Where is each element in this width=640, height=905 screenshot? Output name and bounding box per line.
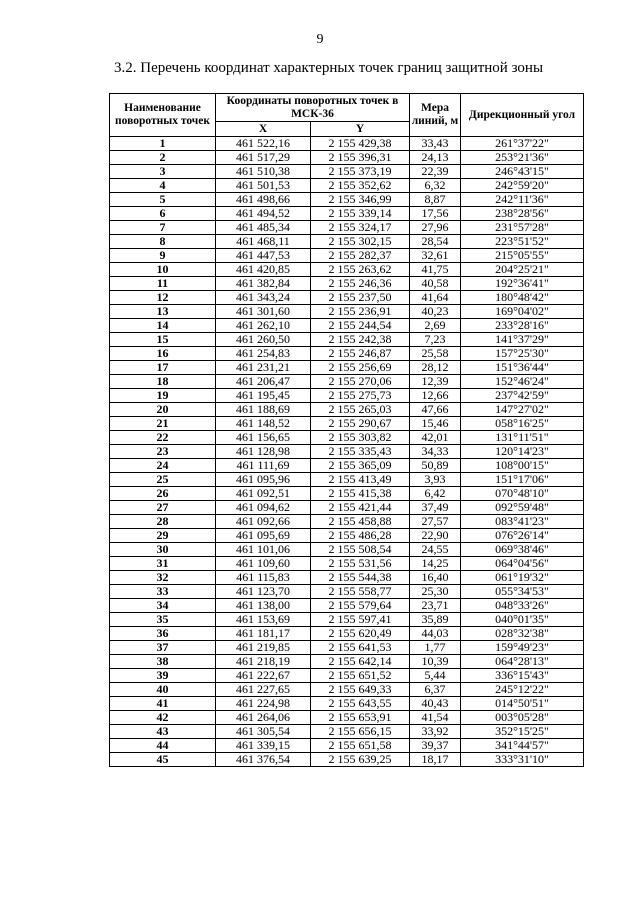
table-row — [110, 263, 584, 277]
table-row — [110, 179, 584, 193]
direction-angle: 028°32'38" — [461, 627, 584, 641]
point-number: 30 — [110, 543, 216, 557]
line-length: 42,01 — [410, 431, 461, 445]
direction-angle: 352°15'25" — [461, 725, 584, 739]
direction-angle: 014°50'51" — [461, 697, 584, 711]
point-number: 1 — [110, 137, 216, 151]
header-point-name: Наименование поворотных точек — [110, 94, 216, 137]
table-row — [110, 151, 584, 165]
coord-x: 461 339,15 — [216, 739, 311, 753]
coord-x: 461 305,54 — [216, 725, 311, 739]
coord-x: 461 447,53 — [216, 249, 311, 263]
direction-angle: 083°41'23" — [461, 515, 584, 529]
point-number: 10 — [110, 263, 216, 277]
coord-x: 461 224,98 — [216, 697, 311, 711]
coord-y: 2 155 651,52 — [311, 669, 410, 683]
coord-y: 2 155 365,09 — [311, 459, 410, 473]
point-number: 41 — [110, 697, 216, 711]
coord-y: 2 155 275,73 — [311, 389, 410, 403]
table-row — [110, 683, 584, 697]
direction-angle: 223°51'52" — [461, 235, 584, 249]
direction-angle: 245°12'22" — [461, 683, 584, 697]
table-row — [110, 291, 584, 305]
point-number: 12 — [110, 291, 216, 305]
direction-angle: 058°16'25" — [461, 417, 584, 431]
line-length: 28,54 — [410, 235, 461, 249]
coord-y: 2 155 256,69 — [311, 361, 410, 375]
line-length: 15,46 — [410, 417, 461, 431]
coord-x: 461 343,24 — [216, 291, 311, 305]
line-length: 33,43 — [410, 137, 461, 151]
point-number: 16 — [110, 347, 216, 361]
page-number: 9 — [316, 32, 324, 47]
line-length: 28,12 — [410, 361, 461, 375]
table-row — [110, 305, 584, 319]
coord-x: 461 115,83 — [216, 571, 311, 585]
point-number: 6 — [110, 207, 216, 221]
coord-x: 461 181,17 — [216, 627, 311, 641]
line-length: 27,96 — [410, 221, 461, 235]
coord-x: 461 222,67 — [216, 669, 311, 683]
line-length: 22,90 — [410, 529, 461, 543]
direction-angle: 180°48'42" — [461, 291, 584, 305]
direction-angle: 003°05'28" — [461, 711, 584, 725]
point-number: 42 — [110, 711, 216, 725]
table-row — [110, 739, 584, 753]
table-row — [110, 207, 584, 221]
header-coordinates: Координаты поворотных точек в МСК-36 — [216, 94, 410, 122]
coord-y: 2 155 429,38 — [311, 137, 410, 151]
line-length: 16,40 — [410, 571, 461, 585]
line-length: 6,32 — [410, 179, 461, 193]
coord-x: 461 218,19 — [216, 655, 311, 669]
table-row — [110, 221, 584, 235]
line-length: 17,56 — [410, 207, 461, 221]
line-length: 34,33 — [410, 445, 461, 459]
table-row — [110, 417, 584, 431]
header-direction-angle: Дирекционный угол — [461, 94, 584, 137]
coord-y: 2 155 270,06 — [311, 375, 410, 389]
table-row — [110, 459, 584, 473]
coord-y: 2 155 641,53 — [311, 641, 410, 655]
coord-x: 461 128,98 — [216, 445, 311, 459]
line-length: 32,61 — [410, 249, 461, 263]
coord-y: 2 155 236,91 — [311, 305, 410, 319]
point-number: 38 — [110, 655, 216, 669]
point-number: 29 — [110, 529, 216, 543]
coord-y: 2 155 639,25 — [311, 753, 410, 767]
coord-y: 2 155 246,36 — [311, 277, 410, 291]
coord-x: 461 420,85 — [216, 263, 311, 277]
line-length: 10,39 — [410, 655, 461, 669]
line-length: 25,58 — [410, 347, 461, 361]
line-length: 14,25 — [410, 557, 461, 571]
direction-angle: 151°36'44" — [461, 361, 584, 375]
line-length: 12,39 — [410, 375, 461, 389]
coord-y: 2 155 531,56 — [311, 557, 410, 571]
table-row — [110, 571, 584, 585]
point-number: 3 — [110, 165, 216, 179]
point-number: 27 — [110, 501, 216, 515]
direction-angle: 108°00'15" — [461, 459, 584, 473]
direction-angle: 157°25'30" — [461, 347, 584, 361]
coord-x: 461 095,69 — [216, 529, 311, 543]
table-row — [110, 529, 584, 543]
direction-angle: 192°36'41" — [461, 277, 584, 291]
table-row — [110, 557, 584, 571]
direction-angle: 048°33'26" — [461, 599, 584, 613]
table-row — [110, 235, 584, 249]
point-number: 43 — [110, 725, 216, 739]
coordinates-table — [109, 93, 584, 767]
line-length: 6,42 — [410, 487, 461, 501]
point-number: 19 — [110, 389, 216, 403]
coord-x: 461 382,84 — [216, 277, 311, 291]
table-row — [110, 361, 584, 375]
direction-angle: 169°04'02" — [461, 305, 584, 319]
coord-x: 461 264,06 — [216, 711, 311, 725]
line-length: 5,44 — [410, 669, 461, 683]
point-number: 37 — [110, 641, 216, 655]
line-length: 6,37 — [410, 683, 461, 697]
direction-angle: 061°19'32" — [461, 571, 584, 585]
direction-angle: 069°38'46" — [461, 543, 584, 557]
line-length: 40,58 — [410, 277, 461, 291]
direction-angle: 040°01'35" — [461, 613, 584, 627]
table-row — [110, 753, 584, 767]
coord-y: 2 155 303,82 — [311, 431, 410, 445]
point-number: 22 — [110, 431, 216, 445]
table-row — [110, 711, 584, 725]
table-row — [110, 613, 584, 627]
coord-y: 2 155 373,19 — [311, 165, 410, 179]
coord-x: 461 501,53 — [216, 179, 311, 193]
point-number: 15 — [110, 333, 216, 347]
coord-y: 2 155 352,62 — [311, 179, 410, 193]
line-length: 41,54 — [410, 711, 461, 725]
coord-y: 2 155 290,67 — [311, 417, 410, 431]
point-number: 7 — [110, 221, 216, 235]
coord-x: 461 231,21 — [216, 361, 311, 375]
coord-x: 461 260,50 — [216, 333, 311, 347]
coord-x: 461 188,69 — [216, 403, 311, 417]
table-row — [110, 543, 584, 557]
coord-y: 2 155 656,15 — [311, 725, 410, 739]
direction-angle: 064°28'13" — [461, 655, 584, 669]
coord-y: 2 155 620,49 — [311, 627, 410, 641]
point-number: 35 — [110, 613, 216, 627]
point-number: 26 — [110, 487, 216, 501]
header-y: Y — [311, 122, 410, 137]
line-length: 44,03 — [410, 627, 461, 641]
point-number: 36 — [110, 627, 216, 641]
coord-y: 2 155 415,38 — [311, 487, 410, 501]
table-row — [110, 641, 584, 655]
coord-x: 461 153,69 — [216, 613, 311, 627]
coord-y: 2 155 597,41 — [311, 613, 410, 627]
table-row — [110, 333, 584, 347]
coord-y: 2 155 246,87 — [311, 347, 410, 361]
coord-x: 461 485,34 — [216, 221, 311, 235]
table-row — [110, 347, 584, 361]
coord-x: 461 195,45 — [216, 389, 311, 403]
coord-y: 2 155 237,50 — [311, 291, 410, 305]
direction-angle: 237°42'59" — [461, 389, 584, 403]
line-length: 47,66 — [410, 403, 461, 417]
coord-x: 461 095,96 — [216, 473, 311, 487]
direction-angle: 055°34'53" — [461, 585, 584, 599]
point-number: 44 — [110, 739, 216, 753]
coord-x: 461 498,66 — [216, 193, 311, 207]
coord-x: 461 138,00 — [216, 599, 311, 613]
coord-y: 2 155 421,44 — [311, 501, 410, 515]
coord-x: 461 301,60 — [216, 305, 311, 319]
direction-angle: 141°37'29" — [461, 333, 584, 347]
line-length: 7,23 — [410, 333, 461, 347]
coord-y: 2 155 339,14 — [311, 207, 410, 221]
line-length: 41,75 — [410, 263, 461, 277]
line-length: 8,87 — [410, 193, 461, 207]
point-number: 5 — [110, 193, 216, 207]
line-length: 3,93 — [410, 473, 461, 487]
coord-x: 461 254,83 — [216, 347, 311, 361]
coord-x: 461 510,38 — [216, 165, 311, 179]
coord-x: 461 123,70 — [216, 585, 311, 599]
direction-angle: 070°48'10" — [461, 487, 584, 501]
table-row — [110, 487, 584, 501]
coord-y: 2 155 558,77 — [311, 585, 410, 599]
point-number: 4 — [110, 179, 216, 193]
point-number: 11 — [110, 277, 216, 291]
direction-angle: 064°04'56" — [461, 557, 584, 571]
table-row — [110, 445, 584, 459]
table-row — [110, 277, 584, 291]
point-number: 21 — [110, 417, 216, 431]
direction-angle: 242°59'20" — [461, 179, 584, 193]
direction-angle: 261°37'22" — [461, 137, 584, 151]
direction-angle: 242°11'36" — [461, 193, 584, 207]
direction-angle: 233°28'16" — [461, 319, 584, 333]
table-row — [110, 585, 584, 599]
coord-y: 2 155 458,88 — [311, 515, 410, 529]
table-row — [110, 515, 584, 529]
coord-y: 2 155 324,17 — [311, 221, 410, 235]
coord-x: 461 156,65 — [216, 431, 311, 445]
table-row — [110, 389, 584, 403]
direction-angle: 076°26'14" — [461, 529, 584, 543]
direction-angle: 131°11'51" — [461, 431, 584, 445]
header-x: X — [216, 122, 311, 137]
direction-angle: 152°46'24" — [461, 375, 584, 389]
table-body — [110, 137, 584, 767]
point-number: 2 — [110, 151, 216, 165]
table-row — [110, 669, 584, 683]
point-number: 9 — [110, 249, 216, 263]
line-length: 24,13 — [410, 151, 461, 165]
direction-angle: 231°57'28" — [461, 221, 584, 235]
point-number: 33 — [110, 585, 216, 599]
point-number: 24 — [110, 459, 216, 473]
coord-x: 461 094,62 — [216, 501, 311, 515]
table-row — [110, 473, 584, 487]
line-length: 50,89 — [410, 459, 461, 473]
direction-angle: 147°27'02" — [461, 403, 584, 417]
line-length: 41,64 — [410, 291, 461, 305]
coord-x: 461 111,69 — [216, 459, 311, 473]
line-length: 35,89 — [410, 613, 461, 627]
coord-y: 2 155 346,99 — [311, 193, 410, 207]
coord-x: 461 376,54 — [216, 753, 311, 767]
direction-angle: 159°49'23" — [461, 641, 584, 655]
direction-angle: 246°43'15" — [461, 165, 584, 179]
coord-x: 461 206,47 — [216, 375, 311, 389]
point-number: 39 — [110, 669, 216, 683]
point-number: 28 — [110, 515, 216, 529]
line-length: 40,23 — [410, 305, 461, 319]
direction-angle: 215°05'55" — [461, 249, 584, 263]
line-length: 12,66 — [410, 389, 461, 403]
direction-angle: 336°15'43" — [461, 669, 584, 683]
coord-y: 2 155 544,38 — [311, 571, 410, 585]
line-length: 1,77 — [410, 641, 461, 655]
coord-x: 461 092,66 — [216, 515, 311, 529]
coord-x: 461 517,29 — [216, 151, 311, 165]
point-number: 32 — [110, 571, 216, 585]
point-number: 18 — [110, 375, 216, 389]
coord-x: 461 101,06 — [216, 543, 311, 557]
coord-x: 461 219,85 — [216, 641, 311, 655]
coord-y: 2 155 335,43 — [311, 445, 410, 459]
point-number: 13 — [110, 305, 216, 319]
point-number: 8 — [110, 235, 216, 249]
coord-y: 2 155 242,38 — [311, 333, 410, 347]
line-length: 33,92 — [410, 725, 461, 739]
coord-y: 2 155 396,31 — [311, 151, 410, 165]
coord-x: 461 227,65 — [216, 683, 311, 697]
line-length: 37,49 — [410, 501, 461, 515]
line-length: 2,69 — [410, 319, 461, 333]
point-number: 34 — [110, 599, 216, 613]
point-number: 25 — [110, 473, 216, 487]
coord-x: 461 109,60 — [216, 557, 311, 571]
table-row — [110, 165, 584, 179]
line-length: 40,43 — [410, 697, 461, 711]
table-row — [110, 403, 584, 417]
point-number: 45 — [110, 753, 216, 767]
point-number: 31 — [110, 557, 216, 571]
point-number: 23 — [110, 445, 216, 459]
direction-angle: 204°25'21" — [461, 263, 584, 277]
line-length: 18,17 — [410, 753, 461, 767]
coord-y: 2 155 508,54 — [311, 543, 410, 557]
table-row — [110, 431, 584, 445]
coord-x: 461 522,16 — [216, 137, 311, 151]
table-row — [110, 627, 584, 641]
coord-x: 461 092,51 — [216, 487, 311, 501]
coord-y: 2 155 302,15 — [311, 235, 410, 249]
coord-y: 2 155 653,91 — [311, 711, 410, 725]
direction-angle: 333°31'10" — [461, 753, 584, 767]
table-row — [110, 249, 584, 263]
direction-angle: 151°17'06" — [461, 473, 584, 487]
coord-y: 2 155 486,28 — [311, 529, 410, 543]
table-row — [110, 697, 584, 711]
header-line-length: Мера линий, м — [410, 94, 461, 137]
direction-angle: 120°14'23" — [461, 445, 584, 459]
direction-angle: 238°28'56" — [461, 207, 584, 221]
direction-angle: 253°21'36" — [461, 151, 584, 165]
table-row — [110, 725, 584, 739]
coord-x: 461 262,10 — [216, 319, 311, 333]
line-length: 22,39 — [410, 165, 461, 179]
line-length: 27,57 — [410, 515, 461, 529]
table-row — [110, 137, 584, 151]
direction-angle: 092°59'48" — [461, 501, 584, 515]
table-row — [110, 319, 584, 333]
point-number: 40 — [110, 683, 216, 697]
coord-x: 461 494,52 — [216, 207, 311, 221]
coord-y: 2 155 265,03 — [311, 403, 410, 417]
table-row — [110, 501, 584, 515]
table-row — [110, 599, 584, 613]
coord-y: 2 155 282,37 — [311, 249, 410, 263]
coord-y: 2 155 649,33 — [311, 683, 410, 697]
line-length: 23,71 — [410, 599, 461, 613]
coord-x: 461 468,11 — [216, 235, 311, 249]
coord-y: 2 155 263,62 — [311, 263, 410, 277]
coord-x: 461 148,52 — [216, 417, 311, 431]
point-number: 17 — [110, 361, 216, 375]
coord-y: 2 155 643,55 — [311, 697, 410, 711]
section-title: 3.2. Перечень координат характерных точек границ защитной зоны — [114, 60, 544, 76]
point-number: 20 — [110, 403, 216, 417]
table-row — [110, 193, 584, 207]
point-number: 14 — [110, 319, 216, 333]
coord-y: 2 155 642,14 — [311, 655, 410, 669]
line-length: 24,55 — [410, 543, 461, 557]
table-row — [110, 655, 584, 669]
table-row — [110, 375, 584, 389]
line-length: 39,37 — [410, 739, 461, 753]
coord-y: 2 155 579,64 — [311, 599, 410, 613]
direction-angle: 341°44'57" — [461, 739, 584, 753]
coord-y: 2 155 244,54 — [311, 319, 410, 333]
coord-y: 2 155 651,58 — [311, 739, 410, 753]
line-length: 25,30 — [410, 585, 461, 599]
coord-y: 2 155 413,49 — [311, 473, 410, 487]
